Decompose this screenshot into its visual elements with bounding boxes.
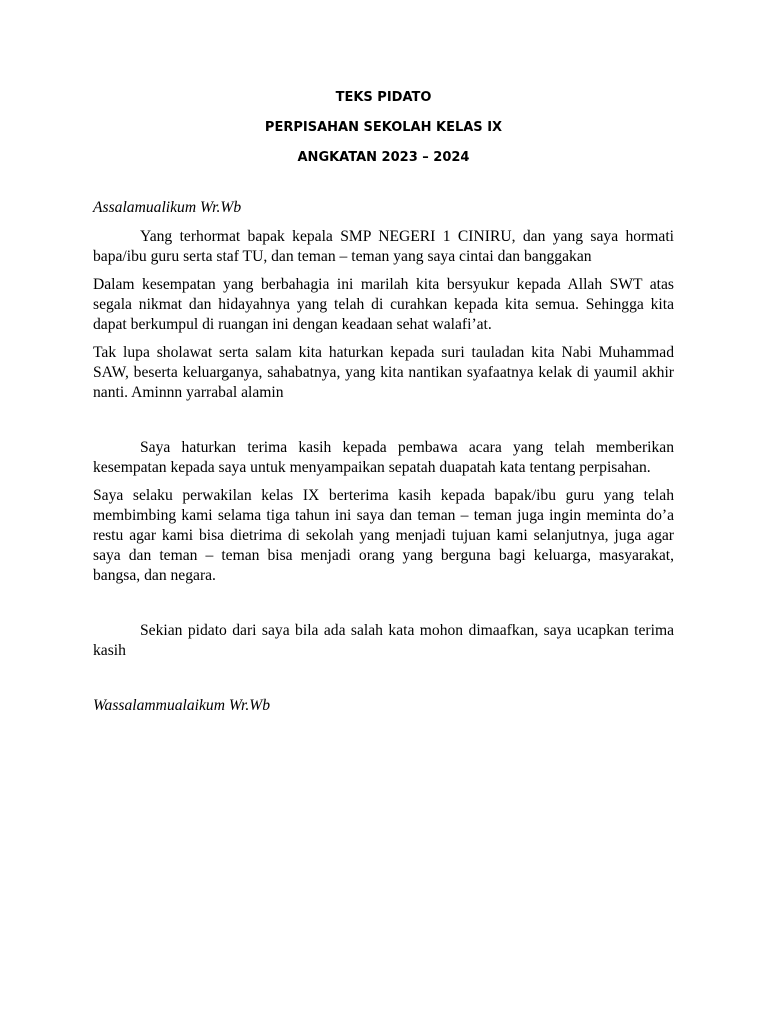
title-line-1: TEKS PIDATO (335, 90, 432, 105)
paragraph-sholawat: Tak lupa sholawat serta salam kita haturkan kepada suri tauladan kita Nabi Muhammad SAW, beserta keluarganya, sahabatnya, yang kita nantikan syafaatnya kelak di yaumil akhir nanti. Aminnn yarrabal alamin (93, 344, 674, 401)
paragraph-gratitude: Dalam kesempatan yang berbahagia ini marilah kita bersyukur kepada Allah SWT atas segala nikmat dan hidayahnya yang telah di curahkan kepada kita semua. Sehingga kita dapat berkumpul di ruangan ini dengan keadaan sehat walafi’at. (93, 276, 674, 333)
document-page (93, 88, 674, 716)
paragraph-closing: Sekian pidato dari saya bila ada salah kata mohon dimaafkan, saya ucapkan terima kasih (93, 622, 674, 659)
speech-body (93, 198, 674, 716)
title-line-3: ANGKATAN 2023 – 2024 (297, 150, 470, 165)
document-title-block (93, 88, 674, 168)
title-line-2: PERPISAHAN SEKOLAH KELAS IX (264, 120, 503, 135)
closing-salutation: Wassalammualaikum Wr.Wb (93, 697, 271, 714)
paragraph-thanks-mc: Saya haturkan terima kasih kepada pembawa acara yang telah memberikan kesempatan kepada saya untuk menyampaikan sepatah duapatah kata tentang perpisahan. (93, 439, 674, 476)
greeting: Assalamualikum Wr.Wb (93, 199, 242, 216)
paragraph-opening: Yang terhormat bapak kepala SMP NEGERI 1 CINIRU, dan yang saya hormati bapa/ibu guru serta staf TU, dan teman – teman yang saya cintai dan banggakan (93, 228, 674, 265)
paragraph-farewell: Saya selaku perwakilan kelas IX berterima kasih kepada bapak/ibu guru yang telah membimbing kami selama tiga tahun ini saya dan teman – teman juga ingin meminta do’a restu agar kami bisa dietrima di sekolah yang menjadi tujuan kami selanjutnya, juga agar saya dan teman – teman bisa menjadi orang yang berguna bagi keluarga, masyarakat, bangsa, dan negara. (93, 487, 674, 584)
